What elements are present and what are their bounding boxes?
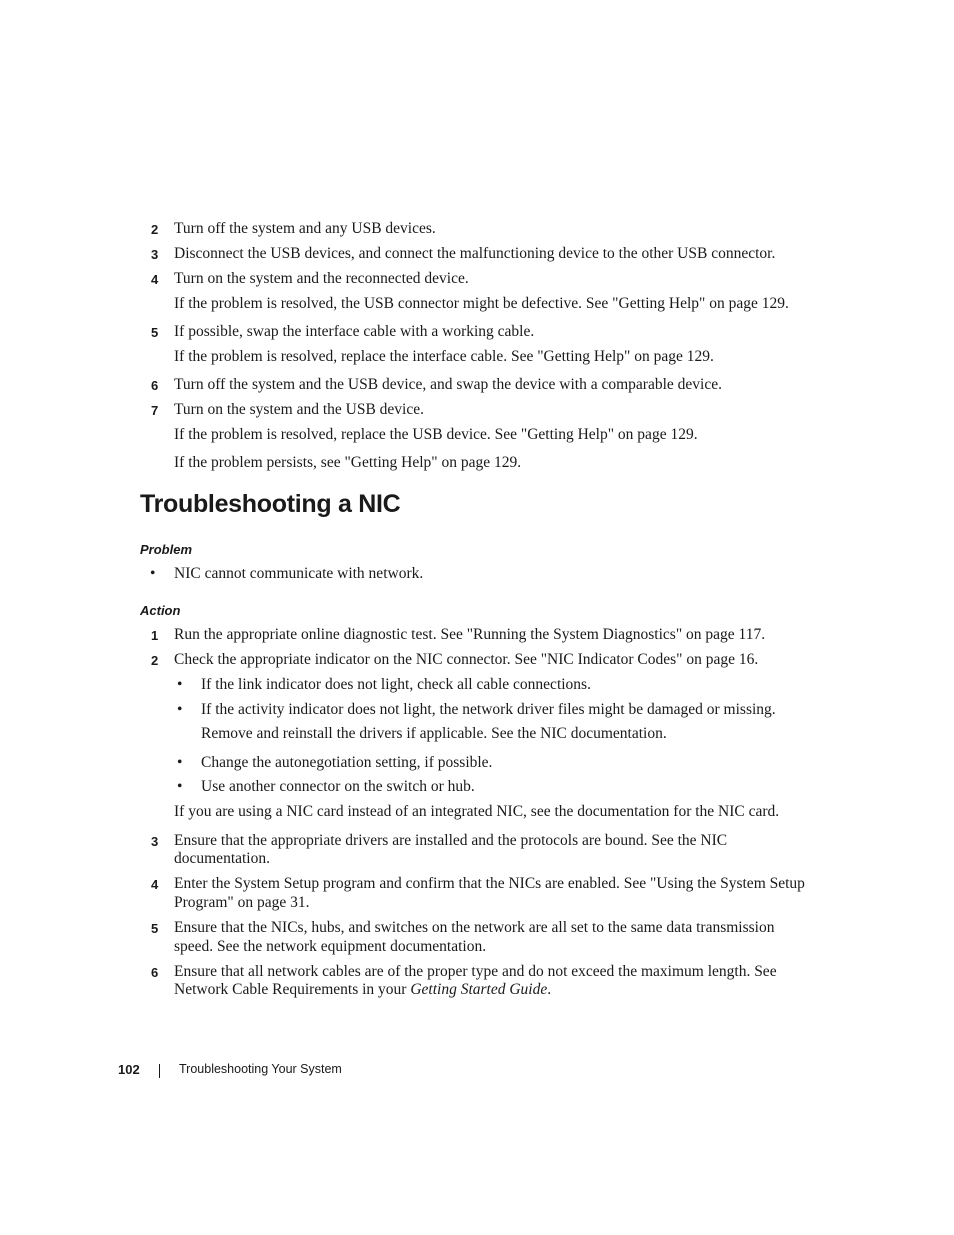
problem-label: Problem [140, 542, 193, 557]
action-number: 4 [151, 877, 159, 892]
action-number: 5 [151, 921, 159, 936]
action-text-continuation: speed. See the network equipment documentation. [174, 938, 487, 955]
action-label: Action [140, 603, 181, 618]
action-text-continuation: Program" on page 31. [174, 894, 310, 911]
footer-divider [159, 1064, 160, 1078]
step-number: 3 [151, 247, 159, 262]
action-text-plain: . [547, 981, 552, 998]
step-number: 7 [151, 403, 159, 418]
bullet-icon: • [177, 676, 183, 693]
step-text: Disconnect the USB devices, and connect the malfunctioning device to the other USB connector. [174, 245, 776, 262]
step-text: Turn on the system and the reconnected device. [174, 270, 469, 287]
step-text: Turn on the system and the USB device. [174, 401, 424, 418]
step-note: If the problem persists, see "Getting Help" on page 129. [174, 454, 522, 471]
bullet-icon: • [177, 778, 183, 795]
action-text: Ensure that the NICs, hubs, and switches on the network are all set to the same data transmission [174, 919, 775, 936]
action-text: Ensure that all network cables are of the proper type and do not exceed the maximum length. See [174, 963, 777, 980]
action-text: Enter the System Setup program and confirm that the NICs are enabled. See "Using the System Setup [174, 875, 805, 892]
action-number: 6 [151, 965, 159, 980]
guide-title: Getting Started Guide [410, 981, 548, 998]
action-note: If you are using a NIC card instead of an integrated NIC, see the documentation for the NIC card. [174, 803, 780, 820]
action-bullet: If the link indicator does not light, check all cable connections. [201, 676, 591, 693]
bullet-icon: • [150, 565, 156, 582]
step-number: 2 [151, 222, 159, 237]
step-number: 5 [151, 325, 159, 340]
problem-bullet: NIC cannot communicate with network. [174, 565, 424, 582]
action-number: 1 [151, 628, 159, 643]
action-bullet-continuation: Remove and reinstall the drivers if applicable. See the NIC documentation. [201, 725, 667, 742]
action-bullet: Change the autonegotiation setting, if possible. [201, 754, 493, 771]
action-text: Run the appropriate online diagnostic test. See "Running the System Diagnostics" on page 117. [174, 626, 766, 643]
action-number: 2 [151, 653, 159, 668]
action-text-continuation [174, 981, 551, 999]
action-text: Check the appropriate indicator on the NIC connector. See "NIC Indicator Codes" on page 16. [174, 651, 759, 668]
action-text: Ensure that the appropriate drivers are installed and the protocols are bound. See the NIC [174, 832, 728, 849]
step-text: Turn off the system and any USB devices. [174, 220, 436, 237]
step-note: If the problem is resolved, replace the USB device. See "Getting Help" on page 129. [174, 426, 698, 443]
bullet-icon: • [177, 701, 183, 718]
step-note: If the problem is resolved, replace the interface cable. See "Getting Help" on page 129. [174, 348, 714, 365]
action-number: 3 [151, 834, 159, 849]
step-text: If possible, swap the interface cable with a working cable. [174, 323, 535, 340]
action-text-plain: Network Cable Requirements in your [174, 981, 411, 998]
section-heading: Troubleshooting a NIC [140, 490, 401, 518]
action-bullet: Use another connector on the switch or hub. [201, 778, 475, 795]
step-text: Turn off the system and the USB device, and swap the device with a comparable device. [174, 376, 722, 393]
chapter-title: Troubleshooting Your System [179, 1062, 342, 1076]
bullet-icon: • [177, 754, 183, 771]
action-text-continuation: documentation. [174, 850, 270, 867]
step-number: 4 [151, 272, 159, 287]
page-number: 102 [118, 1062, 140, 1077]
step-number: 6 [151, 378, 159, 393]
step-note: If the problem is resolved, the USB connector might be defective. See "Getting Help" on page 129. [174, 295, 789, 312]
action-bullet: If the activity indicator does not light, the network driver files might be damaged or missing. [201, 701, 776, 718]
